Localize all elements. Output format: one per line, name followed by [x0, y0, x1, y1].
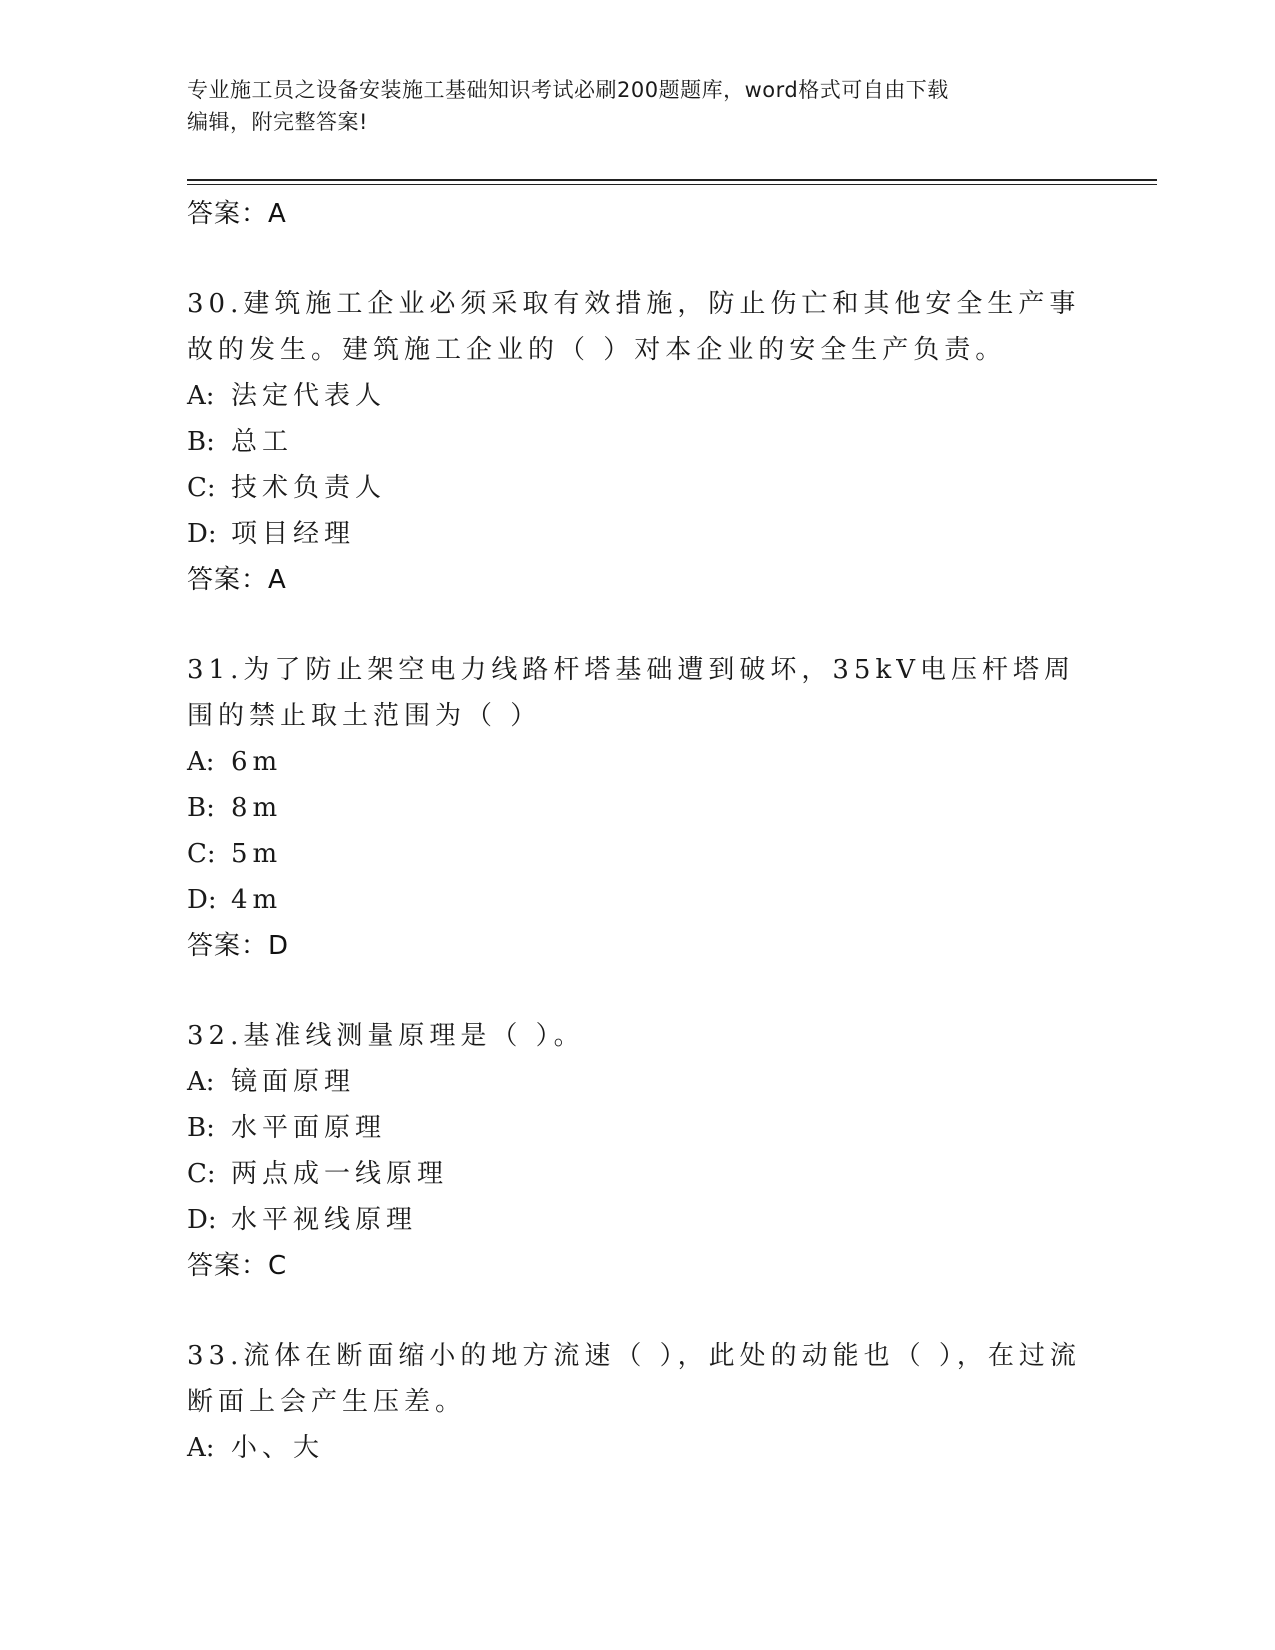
option-item: [187, 1059, 1157, 1105]
option-item: [187, 1197, 1157, 1243]
option-text: 技术负责人: [231, 473, 387, 503]
option-text: 镜面原理: [231, 1067, 356, 1097]
option-letter: B:: [187, 793, 215, 823]
question-body: 流体在断面缩小的地方流速（ ），此处的动能也（ ），在过流断面上会产生压差。: [187, 1341, 1081, 1417]
option-text: 8m: [231, 793, 283, 823]
option-item: [187, 785, 1157, 831]
header-line-2: 编辑，附完整答案!: [187, 110, 368, 134]
question-text: [187, 647, 1087, 739]
document-header: [187, 74, 1087, 138]
option-text: 法定代表人: [231, 381, 387, 411]
question-text: [187, 1013, 1087, 1059]
header-line-1: 专业施工员之设备安装施工基础知识考试必刷200题题库，word格式可自由下载: [187, 78, 949, 102]
spacer: [187, 237, 1157, 281]
option-item: [187, 465, 1157, 511]
answer-line: 答案：A: [187, 199, 287, 229]
question-list: [187, 191, 1157, 1471]
option-text: 5m: [231, 839, 283, 869]
option-text: 水平视线原理: [231, 1205, 418, 1235]
question-body: 为了防止架空电力线路杆塔基础遭到破坏，35kV电压杆塔周围的禁止取土范围为（ ）: [187, 655, 1075, 731]
option-text: 两点成一线原理: [231, 1159, 449, 1189]
option-item: [187, 373, 1157, 419]
option-text: 项目经理: [231, 519, 356, 549]
question-block: [187, 1333, 1157, 1471]
option-item: [187, 877, 1157, 923]
option-letter: D:: [187, 885, 217, 915]
option-letter: B:: [187, 427, 215, 457]
option-text: 6m: [231, 747, 283, 777]
option-text: 4m: [231, 885, 283, 915]
option-letter: C:: [187, 839, 216, 869]
question-number: 32.: [187, 1021, 244, 1051]
question-text: [187, 281, 1087, 373]
question-body: 建筑施工企业必须采取有效措施，防止伤亡和其他安全生产事故的发生。建筑施工企业的（ ）对本企业的安全生产负责。: [187, 289, 1081, 365]
spacer: [187, 1289, 1157, 1333]
question-text: [187, 1333, 1087, 1425]
option-letter: A:: [187, 1067, 215, 1097]
answer-line: 答案：D: [187, 931, 290, 961]
spacer: [187, 603, 1157, 647]
question-block: [187, 647, 1157, 969]
option-item: [187, 739, 1157, 785]
option-letter: A:: [187, 1433, 215, 1463]
option-letter: D:: [187, 1205, 217, 1235]
option-item: [187, 1151, 1157, 1197]
option-text: 总工: [231, 427, 294, 457]
option-letter: C:: [187, 473, 216, 503]
question-number: 33.: [187, 1341, 244, 1371]
question-block: [187, 1013, 1157, 1289]
question-body: 基准线测量原理是（ ）。: [243, 1021, 585, 1051]
answer-line: 答案：C: [187, 1251, 288, 1281]
option-text: 小、大: [231, 1433, 325, 1463]
header-rule-thin: [187, 184, 1157, 185]
header-rule-thick: [187, 179, 1157, 181]
option-letter: D:: [187, 519, 217, 549]
option-item: [187, 511, 1157, 557]
option-letter: B:: [187, 1113, 215, 1143]
question-number: 31.: [187, 655, 244, 685]
option-item: [187, 1105, 1157, 1151]
answer-line: 答案：A: [187, 565, 287, 595]
question-block: [187, 281, 1157, 603]
option-text: 水平面原理: [231, 1113, 387, 1143]
option-letter: C:: [187, 1159, 216, 1189]
question-number: 30.: [187, 289, 244, 319]
option-letter: A:: [187, 381, 215, 411]
spacer: [187, 969, 1157, 1013]
document-page: [187, 0, 1157, 1650]
option-item: [187, 831, 1157, 877]
option-item: [187, 419, 1157, 465]
option-letter: A:: [187, 747, 215, 777]
option-item: [187, 1425, 1157, 1471]
